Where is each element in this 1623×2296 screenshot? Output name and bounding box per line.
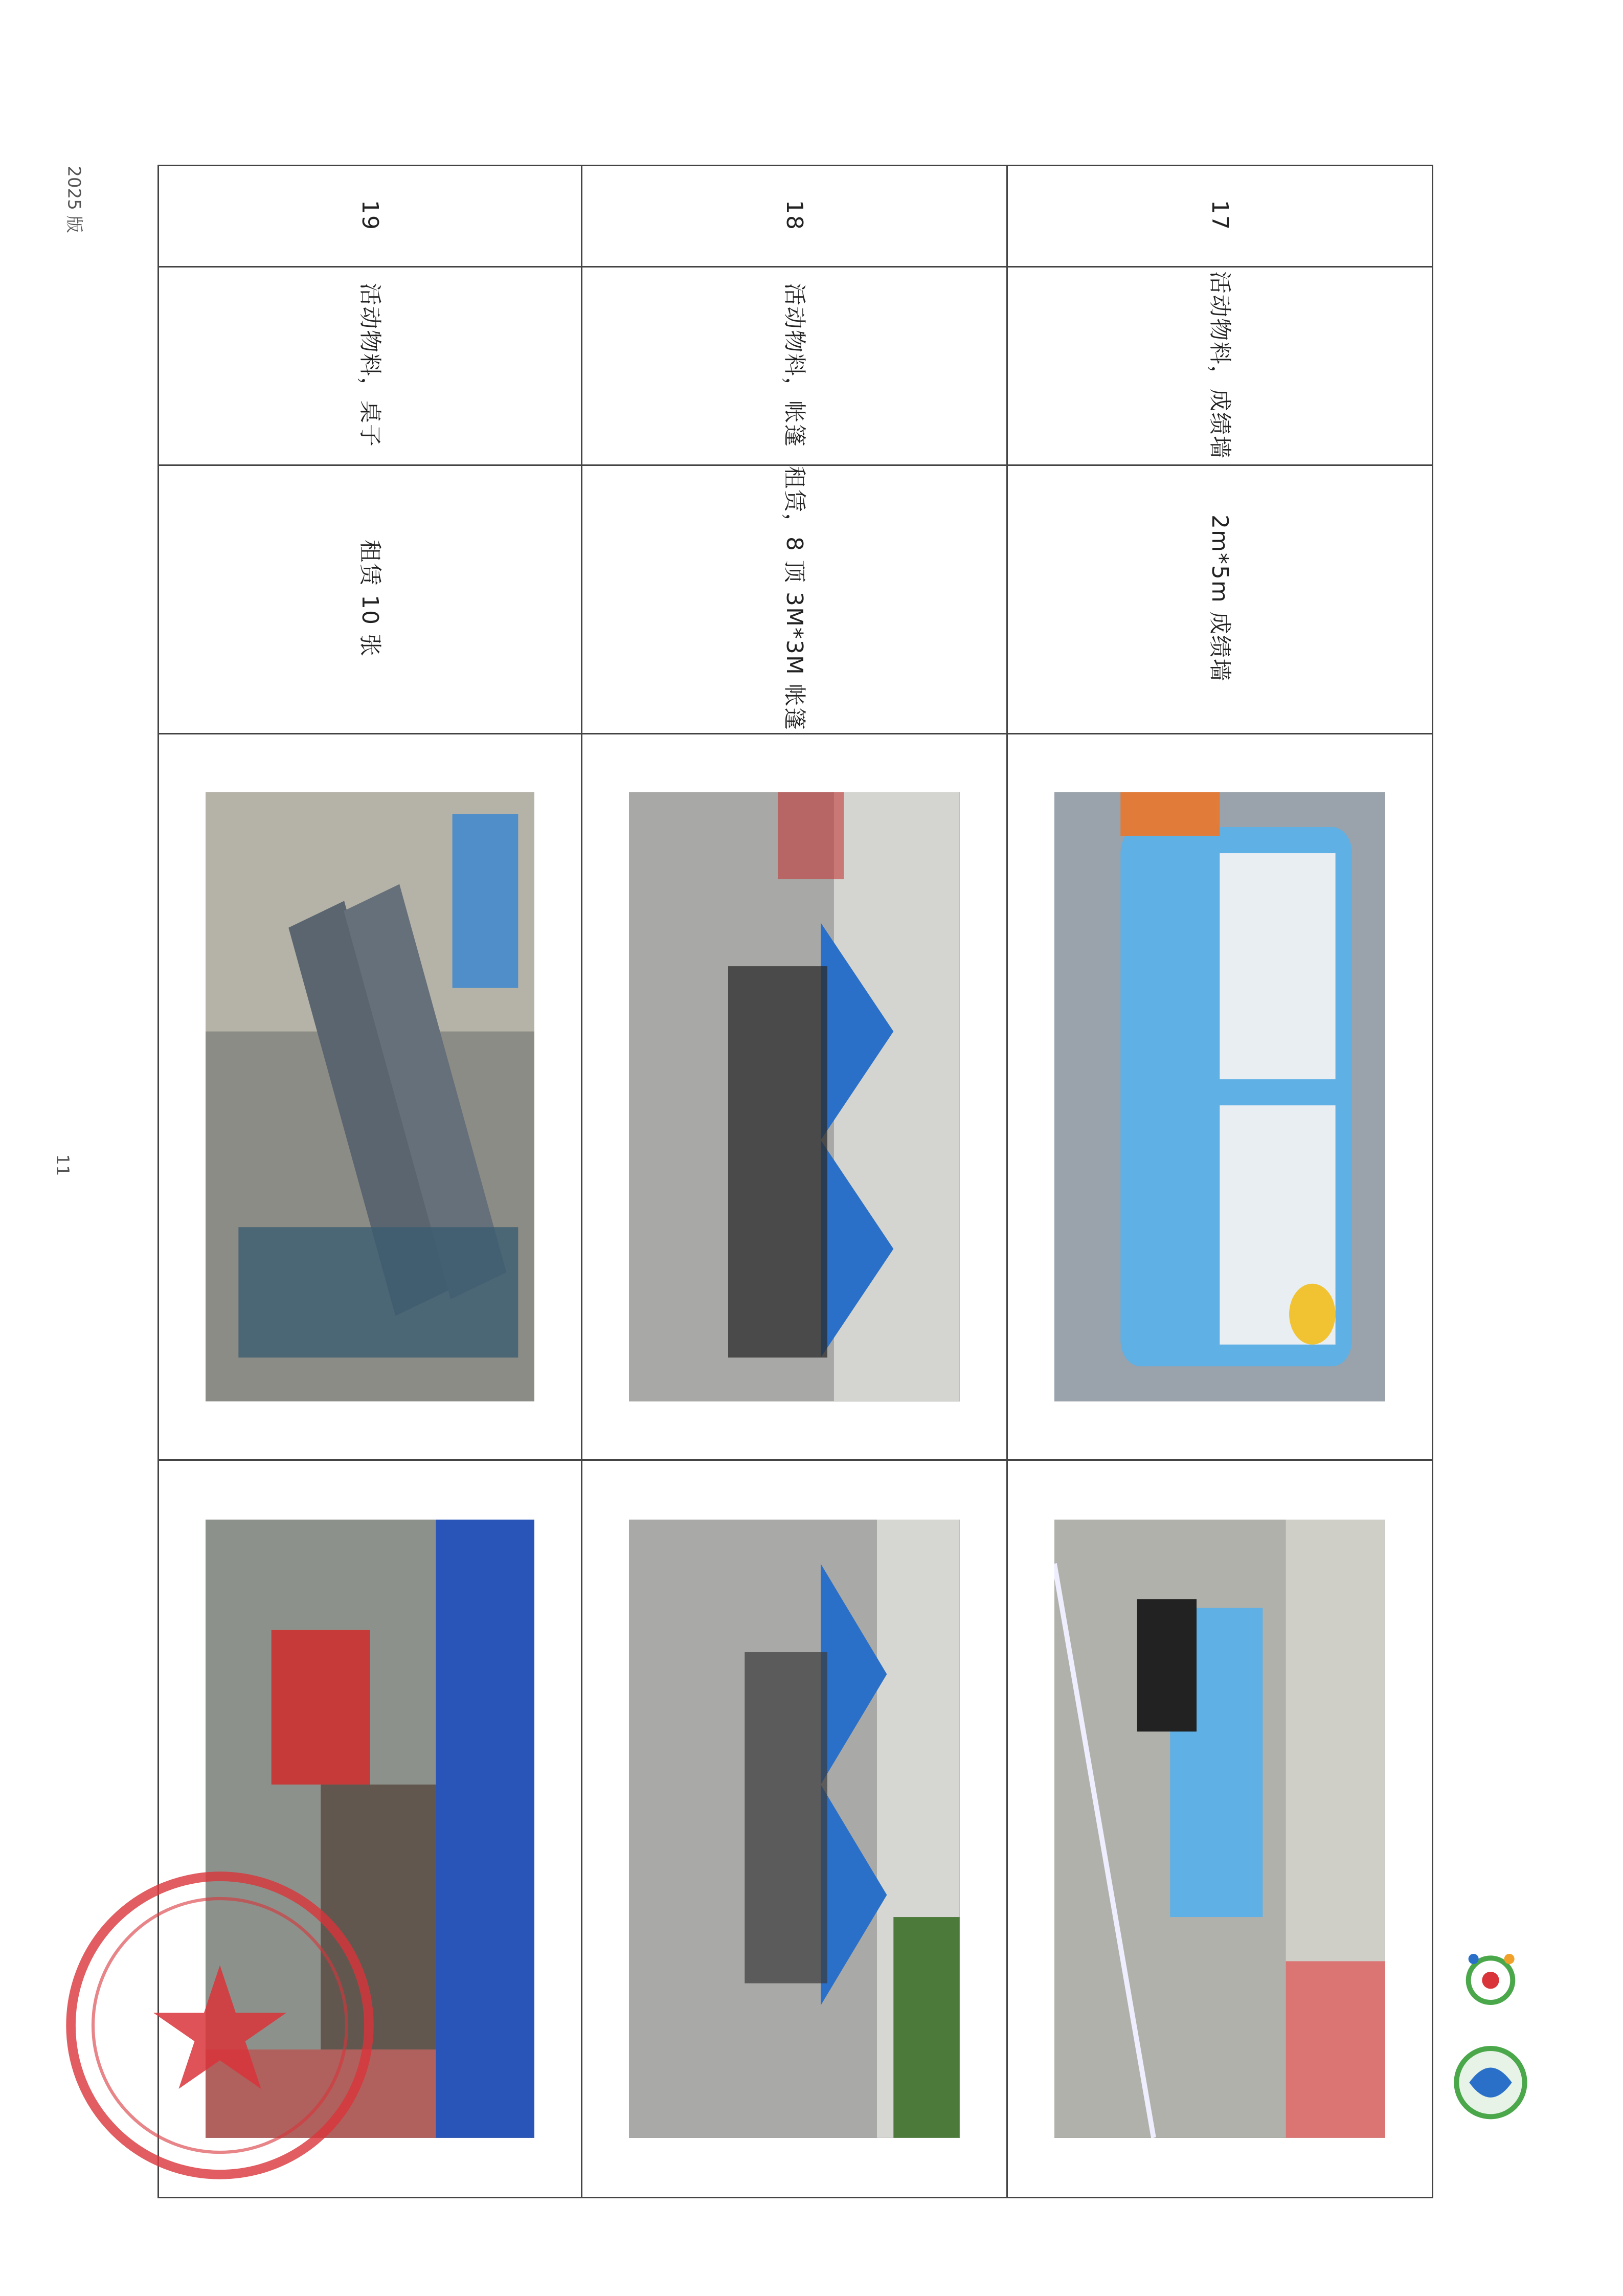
cell-photo1-18 (582, 733, 1007, 1460)
cell-no-17: 17 (1007, 166, 1433, 267)
table-row-spec (159, 465, 1433, 734)
scoreboard-wall-photo (1054, 792, 1385, 1401)
version-label: 2025 版 (63, 166, 84, 233)
cell-photo1-19 (159, 733, 582, 1460)
cell-item-17: 活动物料，成绩墙 (1007, 267, 1433, 465)
cell-photo2-17 (1007, 1460, 1433, 2197)
cell-spec-18: 租赁，8 顶 3M*3M 帐篷 (582, 465, 1007, 734)
cell-spec-19: 租赁 10 张 (159, 465, 582, 734)
tent-field-photo (629, 1520, 960, 2138)
organization-logos (1447, 1933, 1534, 2138)
cell-spec-17: 2m*5m 成绩墙 (1007, 465, 1433, 734)
cell-no-18: 18 (582, 166, 1007, 267)
company-seal (61, 1867, 378, 2184)
tent-crowd-photo (629, 792, 960, 1401)
cell-item-18: 活动物料，帐篷 (582, 267, 1007, 465)
scoreboard-stage-photo (1054, 1520, 1385, 2138)
cell-no-19: 19 (159, 166, 582, 267)
cell-item-19: 活动物料，桌子 (159, 267, 582, 465)
tables-photo (206, 792, 535, 1401)
flower-logo (1469, 1954, 1515, 2002)
emblem-logo (1456, 2048, 1524, 2116)
table-row-item (159, 267, 1433, 465)
cell-photo1-17 (1007, 733, 1433, 1460)
cell-photo2-18 (582, 1460, 1007, 2197)
table-row-number (159, 166, 1433, 267)
table-row-photo1 (159, 733, 1433, 1460)
page-number: 11 (52, 1154, 73, 1176)
